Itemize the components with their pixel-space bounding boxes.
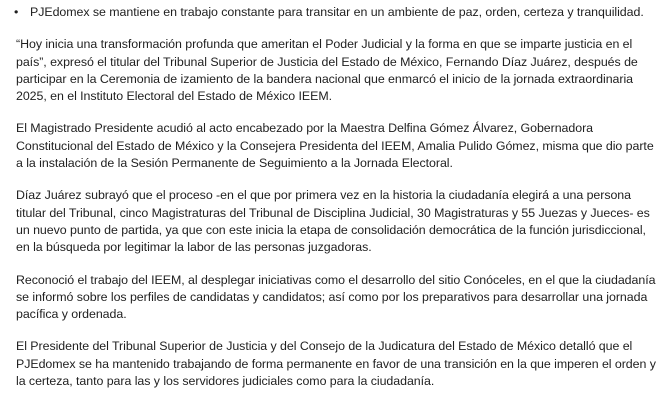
article-body (16, 4, 662, 390)
bullet-item (16, 4, 662, 21)
paragraph-closing-statement: El Presidente del Tribunal Superior de Justicia y del Consejo de la Judicatura del Estado de México detalló que el PJEdomex se ha mantenido trabajando de forma permanente en favor de una transición en la que imperen el orden y la certeza, tanto para las y los servidores judiciales como para la ciudadanía. (16, 339, 656, 389)
bullet-dot-icon: • (14, 5, 19, 19)
paragraph-ieem-recognition: Reconoció el trabajo del IEEM, al desplegar iniciativas como el desarrollo del sitio Conóceles, en el que la ciudadanía se informó sobre los perfiles de candidatas y candidatos; así como por los preparativos para desarrollar una jornada pacífica y ordenada. (16, 272, 656, 322)
bullet-text: PJEdomex se mantiene en trabajo constante para transitar en un ambiente de paz, orden, certeza y tranquilidad. (30, 5, 644, 19)
paragraph-ceremony-attendance: El Magistrado Presidente acudió al acto encabezado por la Maestra Delfina Gómez Álvarez, Gobernadora Constitucional del Estado de México y la Consejera Presidenta del IEEM, Amalia Pulido Gómez, misma que dio parte a la instalación de la Sesión Permanente de Seguimiento a la Jornada Electoral. (16, 121, 654, 171)
paragraph-process-explanation: Díaz Juárez subrayó que el proceso -en el que por primera vez en la historia la ciudadanía elegirá a una persona titular del Tribunal, cinco Magistraturas del Tribunal de Disciplina Judicial, 30 Magistraturas y 55 Juezas y Jueces- es un nuevo punto de partida, ya que con este inicia la etapa de consolidación democrática de la función jurisdiccional, en la búsqueda por legitimar la labor de las personas juzgadoras. (16, 188, 650, 255)
paragraph-quote-opening: “Hoy inicia una transformación profunda que ameritan el Poder Judicial y la forma en que se imparte justicia en el país”, expresó el titular del Tribunal Superior de Justicia del Estado de México, Fernando Díaz Juárez, después de participar en la Ceremonia de izamiento de la bandera nacional que enmarcó el inicio de la jornada extraordinaria 2025, en el Instituto Electoral del Estado de México IEEM. (16, 37, 638, 104)
